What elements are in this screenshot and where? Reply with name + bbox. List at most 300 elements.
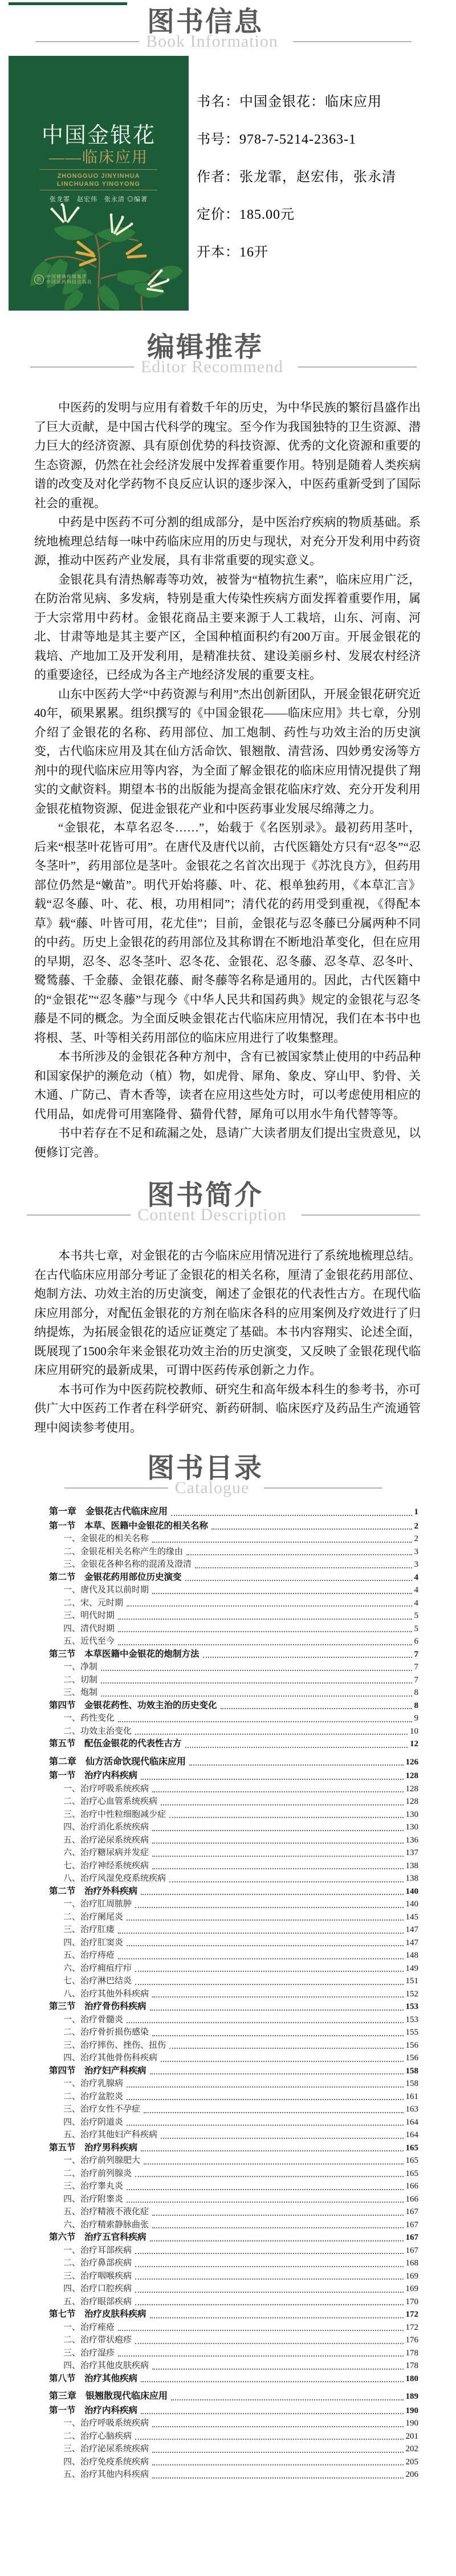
toc-entry-page: 170: [405, 2297, 418, 2306]
toc-entry-label: 三、明代时期: [63, 1611, 115, 1620]
dot-leader: [161, 1804, 403, 1805]
toc-entry-page: 147: [405, 1925, 418, 1934]
toc-entry: [49, 1949, 418, 1962]
section-subtitle-row: [0, 1478, 451, 1498]
toc-entry: [49, 2417, 418, 2430]
toc-entry: [49, 1872, 418, 1885]
dot-leader: [141, 1779, 403, 1780]
divider-line: [293, 41, 412, 42]
toc-entry-label: 三、治疗泌尿系统疾病: [63, 2444, 149, 2453]
dot-leader: [161, 2138, 403, 2139]
cover-pinyin: [9, 172, 189, 188]
publisher-line1: 中国健康传媒集团: [46, 274, 87, 279]
toc-entry-label: 二、治疗带状疱疹: [63, 2335, 132, 2345]
toc-entry-page: 156: [405, 2040, 418, 2050]
toc-entry: [49, 1898, 418, 1911]
toc-entry-label: 二、治疗心血管系统疾病: [63, 1796, 158, 1806]
cover-authors: 张龙霏 赵宏伟 张永清 ◎编著: [49, 196, 148, 203]
toc-entry: [49, 1756, 418, 1769]
dot-leader: [127, 2202, 403, 2203]
toc-entry-label: 一、治疗呼吸系统疾病: [63, 2418, 149, 2428]
toc-entry: [49, 1885, 418, 1898]
toc-entry: [49, 1937, 418, 1950]
catalogue-list: [49, 1506, 418, 2481]
toc-entry: [49, 2443, 418, 2456]
toc-entry: [49, 2321, 418, 2334]
toc-entry-page: 6: [414, 1637, 418, 1646]
toc-entry-page: 138: [405, 1874, 418, 1883]
toc-entry-page: 145: [405, 1912, 418, 1922]
toc-entry-label: 四、治疗其他骨伤科疾病: [63, 2053, 158, 2063]
toc-entry-page: 166: [405, 2194, 418, 2204]
toc-entry: [49, 1584, 418, 1597]
toc-entry: [49, 2090, 418, 2104]
toc-entry-page: 5: [414, 1611, 418, 1620]
section-subtitle: Editor Recommend: [140, 357, 284, 376]
dot-leader: [171, 2399, 403, 2400]
toc-entry: [49, 2180, 418, 2193]
toc-entry: [49, 2257, 418, 2270]
dot-leader: [118, 2330, 403, 2331]
toc-entry-label: 一、治疗呼吸系统疾病: [63, 1783, 149, 1794]
toc-entry: [49, 1795, 418, 1808]
toc-entry: [49, 2026, 418, 2039]
divider-line: [64, 1487, 168, 1489]
toc-entry-label: 二、治疗盆腔炎: [63, 2091, 124, 2101]
toc-entry-label: 第五节 配伍金银花的代表性古方: [49, 1739, 182, 1748]
dot-leader: [211, 1529, 412, 1530]
toc-entry-label: 二、切制: [63, 1674, 98, 1685]
dot-leader: [169, 1817, 403, 1818]
section-subtitle: Book Information: [146, 32, 278, 51]
book-meta-line: 开本：16开: [197, 245, 268, 260]
toc-entry: [49, 1699, 418, 1713]
toc-entry-label: 三、治疗咽喉疾病: [63, 2271, 132, 2281]
dot-leader: [127, 2022, 403, 2023]
dot-leader: [127, 2086, 403, 2088]
dot-leader: [127, 1605, 412, 1607]
toc-entry-label: 四、治疗肛窦炎: [63, 1937, 124, 1947]
paragraph: 书中若存在不足和疏漏之处，恳请广大读者朋友们提出宝贵意见，以便修订完善。: [34, 1126, 421, 1159]
dot-leader: [152, 2227, 403, 2228]
toc-entry: [49, 2282, 418, 2296]
toc-entry-page: 180: [405, 2374, 418, 2383]
toc-entry-label: 四、治疗阴道炎: [63, 2117, 124, 2127]
dot-leader: [118, 2355, 403, 2357]
toc-entry-label: 四、治疗附睾炎: [63, 2194, 124, 2204]
dot-leader: [127, 1919, 403, 1921]
toc-entry-label: 二、治疗心脑疾病: [63, 2431, 132, 2441]
toc-entry-label: 四、治疗其他皮肤疾病: [63, 2361, 149, 2370]
toc-entry: [49, 1546, 418, 1559]
toc-entry-label: 八、治疗风湿免疫系统疾病: [63, 1873, 166, 1883]
toc-entry: [49, 1783, 418, 1796]
toc-entry-page: 149: [405, 1963, 418, 1973]
toc-entry-label: 五、近代至今: [63, 1636, 115, 1646]
toc-entry-page: 189: [405, 2392, 418, 2401]
toc-entry-page: 155: [405, 2028, 418, 2037]
toc-entry: [49, 2456, 418, 2469]
paragraph: 本书所涉及的金银花各种方剂中，含有已被国家禁止使用的中药品种和国家保护的濒危动（植）物，如虎骨、犀角、象皮、穿山甲、豹骨、关木通、广防己、青木香等，读者在应用这些处方时，可以考虑使用相应的代用品，如虎骨可用塞隆骨、猫骨代替，犀角可以用水牛角代替等等。: [34, 1050, 421, 1121]
section-subtitle: Catalogue: [174, 1478, 250, 1497]
toc-entry-page: 7: [414, 1662, 418, 1672]
toc-entry-label: 一、治疗乳腺病: [63, 2078, 124, 2088]
dot-leader: [144, 2163, 403, 2165]
dot-leader: [152, 1542, 412, 1543]
cover-rule: [40, 169, 157, 170]
toc-entry-label: 第五节 治疗男科疾病: [49, 2142, 138, 2153]
toc-entry-label: 一、治疗耳部疾病: [63, 2245, 132, 2255]
toc-entry-page: 178: [405, 2361, 418, 2370]
toc-entry-page: 201: [405, 2431, 418, 2441]
dot-leader: [135, 2176, 403, 2177]
toc-entry-page: 163: [405, 2105, 418, 2114]
section-title: 图书信息: [146, 7, 263, 37]
paragraph: 本书可作为中医药院校教师、研究生和高年级本科生的参考书，亦可供广大中医药工作者在科学研究、新药研制、临床医疗及药品生产流通管理中阅读参考使用。: [34, 1382, 421, 1434]
paragraph: 金银花具有清热解毒等功效，被誉为“植物抗生素”，临床应用广泛，在防治常见病、多发病，特别是重大传染性疾病方面发挥着重要作用，属于大宗常用中药材。金银花商品主要来源于人工栽培，山东、河南、河北、甘肃等地是其主要产区，全国种植面积约有200万亩。开展金银花的栽培、产地加工及开发利用，是精准扶贫、建设美丽乡村、发展农村经济的重要途径，已经成为各主产地经济发展的重要支柱。: [34, 572, 421, 682]
toc-entry-label: 一、药性变化: [63, 1713, 115, 1723]
dot-leader: [152, 1593, 412, 1594]
toc-entry-label: 第二节 治疗外科疾病: [49, 1886, 138, 1896]
toc-entry-label: 八、治疗其他外科疾病: [63, 1988, 149, 1999]
toc-entry-page: 158: [405, 2079, 418, 2088]
toc-entry-page: 178: [405, 2348, 418, 2358]
book-meta-line: 定价：185.00元: [197, 207, 295, 222]
toc-entry-label: 一、金银花的相关名称: [63, 1534, 149, 1543]
dot-leader: [152, 2477, 403, 2479]
section-header-editor-recommend: [0, 331, 456, 377]
dot-leader: [152, 1996, 403, 1998]
cover-pinyin-line2: LINCHUANG YINGYONG: [56, 181, 141, 188]
toc-entry-page: 130: [405, 1823, 418, 1832]
toc-entry: [49, 1648, 418, 1661]
section-subtitle: Content Description: [137, 1205, 287, 1224]
toc-entry-page: 138: [405, 1861, 418, 1870]
book-meta-line: 作者：张龙霏，赵宏伟，张永清: [197, 170, 396, 185]
toc-entry-page: 4: [414, 1585, 418, 1595]
toc-entry: [49, 1571, 418, 1584]
toc-entry-label: 第三章 银翘散现代临床应用: [49, 2391, 168, 2401]
toc-entry-page: 172: [405, 2310, 418, 2319]
toc-entry-label: 一、治疗肛周脓肿: [63, 1899, 132, 1909]
toc-entry-page: 168: [405, 2259, 418, 2268]
toc-entry-label: 一、治疗痤疮: [63, 2322, 115, 2332]
toc-entry: [49, 1623, 418, 1636]
toc-entry: [49, 2167, 418, 2180]
toc-entry: [49, 1712, 418, 1725]
toc-entry: [49, 1808, 418, 1821]
book-meta-line: 书名：中国金银花：临床应用: [197, 95, 382, 109]
toc-entry-page: 169: [405, 2271, 418, 2281]
toc-entry-label: 三、治疗睾丸炎: [63, 2181, 124, 2191]
toc-entry-label: 第六节 治疗五官科疾病: [49, 2232, 146, 2242]
toc-entry-label: 七、治疗神经系统疾病: [63, 1860, 149, 1870]
toc-entry-page: 153: [405, 2002, 418, 2011]
toc-entry: [49, 2039, 418, 2052]
toc-entry-label: 一、净制: [63, 1662, 98, 1672]
toc-entry-label: 三、炮制: [63, 1688, 98, 1697]
toc-entry-label: 三、治疗摔伤、挫伤、扭伤: [63, 2040, 166, 2050]
toc-entry: [49, 2334, 418, 2347]
dot-leader: [127, 2099, 403, 2100]
dot-leader: [135, 1971, 403, 1972]
section-header-description: [0, 1179, 456, 1225]
dot-leader: [135, 2292, 403, 2293]
toc-entry-label: 四、治疗口腔疾病: [63, 2284, 132, 2293]
dot-leader: [141, 1894, 403, 1895]
divider-line: [35, 41, 139, 42]
description-body: [34, 1246, 421, 1437]
toc-entry-label: 五、治疗其他内科疾病: [63, 2469, 149, 2479]
dot-leader: [152, 1830, 403, 1831]
dot-leader: [127, 2189, 403, 2190]
book-meta-list: [197, 56, 396, 311]
toc-entry-page: 4: [414, 1598, 418, 1608]
toc-entry: [49, 1686, 418, 1699]
toc-entry: [49, 1738, 418, 1751]
dot-leader: [141, 2150, 403, 2151]
toc-entry-page: 7: [414, 1649, 418, 1659]
publisher-line2: 中国医药科技出版社: [46, 279, 92, 284]
toc-entry-page: 3: [414, 1560, 418, 1569]
toc-entry-page: 3: [414, 1547, 418, 1556]
publisher-logo-icon: 医: [34, 275, 44, 284]
toc-entry-page: 176: [405, 2335, 418, 2345]
dot-leader: [144, 2112, 403, 2113]
toc-entry-page: 128: [405, 1784, 418, 1794]
book-meta-line: 书号：978-7-5214-2363-1: [197, 132, 356, 147]
toc-entry-label: 第三节 治疗骨伤科疾病: [49, 2002, 146, 2011]
dot-leader: [135, 2266, 403, 2267]
toc-entry: [49, 2219, 418, 2232]
toc-entry-label: 四、治疗免疫系统疾病: [63, 2456, 149, 2467]
toc-entry: [49, 2116, 418, 2129]
section-title: 图书简介: [146, 1180, 263, 1210]
dot-leader: [101, 1695, 412, 1697]
toc-entry-label: 三、治疗中性粒细胞减少症: [63, 1809, 166, 1819]
toc-entry: [49, 1988, 418, 2001]
toc-entry-page: 158: [405, 2066, 418, 2076]
section-title: 编辑推荐: [146, 332, 263, 362]
toc-entry: [49, 2430, 418, 2443]
dot-leader: [141, 2413, 403, 2414]
toc-entry: [49, 1725, 418, 1738]
toc-entry-label: 五、治疗痔疮: [63, 1950, 115, 1960]
dot-leader: [141, 2381, 403, 2382]
toc-entry: [49, 2468, 418, 2481]
toc-entry-page: 165: [405, 2169, 418, 2178]
toc-entry-label: 二、宋、元时期: [63, 1597, 124, 1608]
section-subtitle-row: [0, 357, 451, 377]
dot-leader: [135, 2279, 403, 2280]
toc-entry-label: 二、治疗鼻部疾病: [63, 2258, 132, 2268]
toc-entry-page: 151: [405, 1976, 418, 1986]
dot-leader: [152, 1856, 403, 1857]
dot-leader: [152, 1868, 403, 1869]
toc-entry: [49, 2206, 418, 2219]
toc-entry: [49, 1860, 418, 1873]
dot-leader: [118, 1644, 412, 1645]
toc-entry-page: 166: [405, 2182, 418, 2191]
toc-entry-label: 五、治疗眼部疾病: [63, 2296, 132, 2306]
dot-leader: [171, 1515, 412, 1516]
toc-entry-page: 167: [405, 2233, 418, 2242]
dot-leader: [152, 1843, 403, 1844]
toc-entry-page: 152: [405, 1989, 418, 1999]
toc-entry-page: 205: [405, 2457, 418, 2467]
section-subtitle-row: [0, 1205, 451, 1225]
toc-entry: [49, 1635, 418, 1648]
toc-entry: [49, 2308, 418, 2321]
toc-entry: [49, 2142, 418, 2155]
paragraph: 中药是中医药不可分割的组成部分，是中医治疗疾病的物质基础。系统地梳理总结每一味中药临床应用的历史与现状，对充分开发利用中药资源，推动中医药产业发展，具有非常重要的现实意义。: [34, 515, 421, 567]
dot-leader: [135, 2253, 403, 2254]
toc-entry-label: 一、治疗前列腺肥大: [63, 2155, 141, 2165]
toc-entry-label: 第八节 治疗其他疾病: [49, 2373, 138, 2383]
dot-leader: [135, 2304, 403, 2305]
toc-entry: [49, 1506, 418, 1519]
toc-entry-label: 二、治疗阑尾炎: [63, 1911, 124, 1922]
toc-entry: [49, 2000, 418, 2013]
paragraph: “金银花，本草名忍冬……”，始载于《名医别录》。最初药用茎叶，后来“根茎叶花皆可用”。在唐代及唐代以前，古代医籍处方只有“忍冬”“忍冬茎叶”，药用部位是茎叶。金银花之名首次出现于《苏沈良方》，但药用部位仍然是“嫩苗”。明代开始将藤、叶、花、根单独药用，《本草汇言》载“忍冬藤、叶、花、根，功用相同”；清代花的药用受到重视，《得配本草》载“藤、叶皆可用，花尤佳”；目前，金银花与忍冬藤已分属两种不同的中药。历史上金银花的药用部位及其称谓在不断地沿革变化，但在应用的早期，忍冬、忍冬茎叶、忍冬花、金银花、忍冬藤、忍冬草、忍冬叶、鹭鸶藤、千金藤、金银花藤、耐冬藤等名称是通用的。因此，古代医籍中的“金银花”“忍冬藤”与现今《中华人民共和国药典》规定的金银花与忍冬藤是不同的概念。为全面反映金银花古代临床应用情况，我们在本书中也将根、茎、叶等相关药用部位的临床应用进行了收集整理。: [34, 821, 421, 1045]
toc-entry-label: 五、治疗精液不液化症: [63, 2207, 149, 2216]
toc-entry-page: 202: [405, 2444, 418, 2453]
toc-entry: [49, 2065, 418, 2078]
dot-leader: [135, 1984, 403, 1985]
divider-line: [30, 366, 134, 368]
toc-entry: [49, 1674, 418, 1687]
toc-entry-label: 第四节 金银花药性、功效主治的历史变化: [49, 1700, 217, 1710]
divider-line: [264, 1487, 382, 1489]
toc-entry-page: 206: [405, 2470, 418, 2479]
editor-recommend-body: [34, 398, 421, 1162]
toc-entry-page: 128: [405, 1771, 418, 1780]
dot-leader: [195, 1567, 412, 1568]
toc-entry-label: 二、治疗骨折损伤感染: [63, 2027, 149, 2037]
dot-leader: [118, 1721, 412, 1722]
toc-entry: [49, 1770, 418, 1783]
toc-entry-label: 七、治疗淋巴结炎: [63, 1976, 132, 1986]
section-subtitle-row: [0, 32, 451, 51]
book-info-block: [0, 56, 456, 311]
toc-entry-label: 第一节 本草、医籍中金银花的相关名称: [49, 1521, 209, 1531]
dot-leader: [185, 1747, 408, 1748]
toc-entry-page: 172: [405, 2322, 418, 2332]
toc-entry: [49, 2129, 418, 2142]
toc-entry-page: 1: [414, 1507, 418, 1517]
toc-entry-page: 161: [405, 2092, 418, 2101]
divider-line: [302, 1214, 420, 1216]
toc-entry-page: 167: [405, 2207, 418, 2216]
toc-entry-label: 第一章 金银花古代临床应用: [49, 1507, 168, 1517]
toc-entry-page: 9: [414, 1714, 418, 1723]
toc-entry-page: 8: [414, 1701, 418, 1710]
toc-entry-label: 第三节 本草医籍中金银花的炮制方法: [49, 1649, 199, 1659]
toc-entry-page: 165: [405, 2156, 418, 2165]
toc-entry-page: 167: [405, 2220, 418, 2229]
toc-entry: [49, 2390, 418, 2403]
toc-entry-label: 二、功效主治变化: [63, 1726, 132, 1736]
publisher-name: [46, 274, 92, 284]
toc-entry: [49, 2077, 418, 2090]
toc-entry-page: 156: [405, 2053, 418, 2063]
toc-entry: [49, 2404, 418, 2418]
toc-entry-label: 五、治疗其他妇产科疾病: [63, 2130, 158, 2139]
toc-entry-page: 126: [405, 1757, 418, 1767]
dot-leader: [152, 2426, 403, 2427]
toc-entry-page: 190: [405, 2419, 418, 2428]
cover-title: 中国金银花: [41, 124, 156, 148]
section-header-catalogue: [0, 1452, 456, 1498]
toc-entry-label: 三、治疗湿疹: [63, 2347, 115, 2358]
toc-entry-page: 153: [405, 2015, 418, 2024]
dot-leader: [118, 1631, 412, 1632]
dot-leader: [150, 2317, 404, 2318]
toc-entry: [49, 2013, 418, 2027]
divider-line: [27, 1214, 131, 1216]
toc-entry-page: 8: [414, 1688, 418, 1697]
toc-entry-page: 147: [405, 1938, 418, 1947]
book-cover: [9, 56, 189, 311]
toc-entry-page: 164: [405, 2117, 418, 2127]
toc-entry: [49, 1834, 418, 1847]
dot-leader: [118, 1958, 403, 1959]
toc-entry: [49, 2154, 418, 2167]
dot-leader: [152, 2035, 403, 2036]
toc-entry: [49, 2244, 418, 2257]
toc-entry-page: 12: [410, 1739, 418, 1748]
toc-entry-label: 三、金银花各种名称的混淆及澄清: [63, 1559, 192, 1569]
toc-entry-label: 六、治疗痈疽疔疖: [63, 1963, 132, 1973]
toc-entry: [49, 1609, 418, 1623]
toc-entry: [49, 1532, 418, 1546]
toc-entry-label: 第二节 金银花药用部位历史演变: [49, 1572, 182, 1582]
toc-entry-label: 三、治疗女性不孕症: [63, 2104, 141, 2114]
dot-leader: [150, 2073, 404, 2074]
toc-entry: [49, 1520, 418, 1533]
toc-entry-label: 第一节 治疗内科疾病: [49, 2405, 138, 2415]
paragraph: 中医药的发明与应用有着数千年的历史，为中华民族的繁衍昌盛作出了巨大贡献，是中国古代科学的瑰宝。至今作为我国独特的卫生资源、潜力巨大的经济资源、具有原创优势的科技资源、优秀的文化资源和重要的生态资源，仍然在社会经济发展中发挥着重要作用。特别是随着人类疾病谱的改变及对化学药物不良反应认识的逐步深入，中医药重新受到了国际社会的重视。: [34, 401, 421, 510]
toc-entry-label: 第一节 治疗内科疾病: [49, 1771, 138, 1780]
section-title: 图书目录: [146, 1453, 263, 1483]
toc-entry-label: 五、治疗泌尿系统疾病: [63, 1835, 149, 1845]
toc-entry-page: 10: [410, 1726, 418, 1736]
dot-leader: [101, 1670, 412, 1671]
dot-leader: [118, 1619, 412, 1620]
toc-entry-label: 四、清代时期: [63, 1623, 115, 1633]
toc-entry-page: 165: [405, 2143, 418, 2153]
toc-entry: [49, 1962, 418, 1975]
toc-entry-label: 四、治疗消化系统疾病: [63, 1822, 149, 1832]
dot-leader: [135, 1734, 408, 1735]
toc-entry-page: 190: [405, 2406, 418, 2415]
dot-leader: [203, 1657, 412, 1658]
toc-entry-label: 二、金银花相关名称产生的缘由: [63, 1546, 184, 1556]
honeysuckle-illustration: [9, 199, 189, 311]
toc-entry: [49, 1661, 418, 1674]
dot-leader: [135, 2439, 403, 2440]
toc-entry-label: 一、治疗骨髓炎: [63, 2014, 124, 2024]
toc-entry-label: 二、治疗前列腺炎: [63, 2168, 132, 2178]
toc-entry-page: 140: [405, 1900, 418, 1909]
section-header-book-info: [0, 0, 456, 51]
toc-entry-page: 2: [414, 1521, 418, 1531]
dot-leader: [127, 1945, 403, 1946]
dot-leader: [150, 2010, 404, 2011]
toc-entry-page: 5: [414, 1624, 418, 1633]
toc-entry: [49, 1597, 418, 1610]
dot-leader: [185, 1580, 412, 1581]
